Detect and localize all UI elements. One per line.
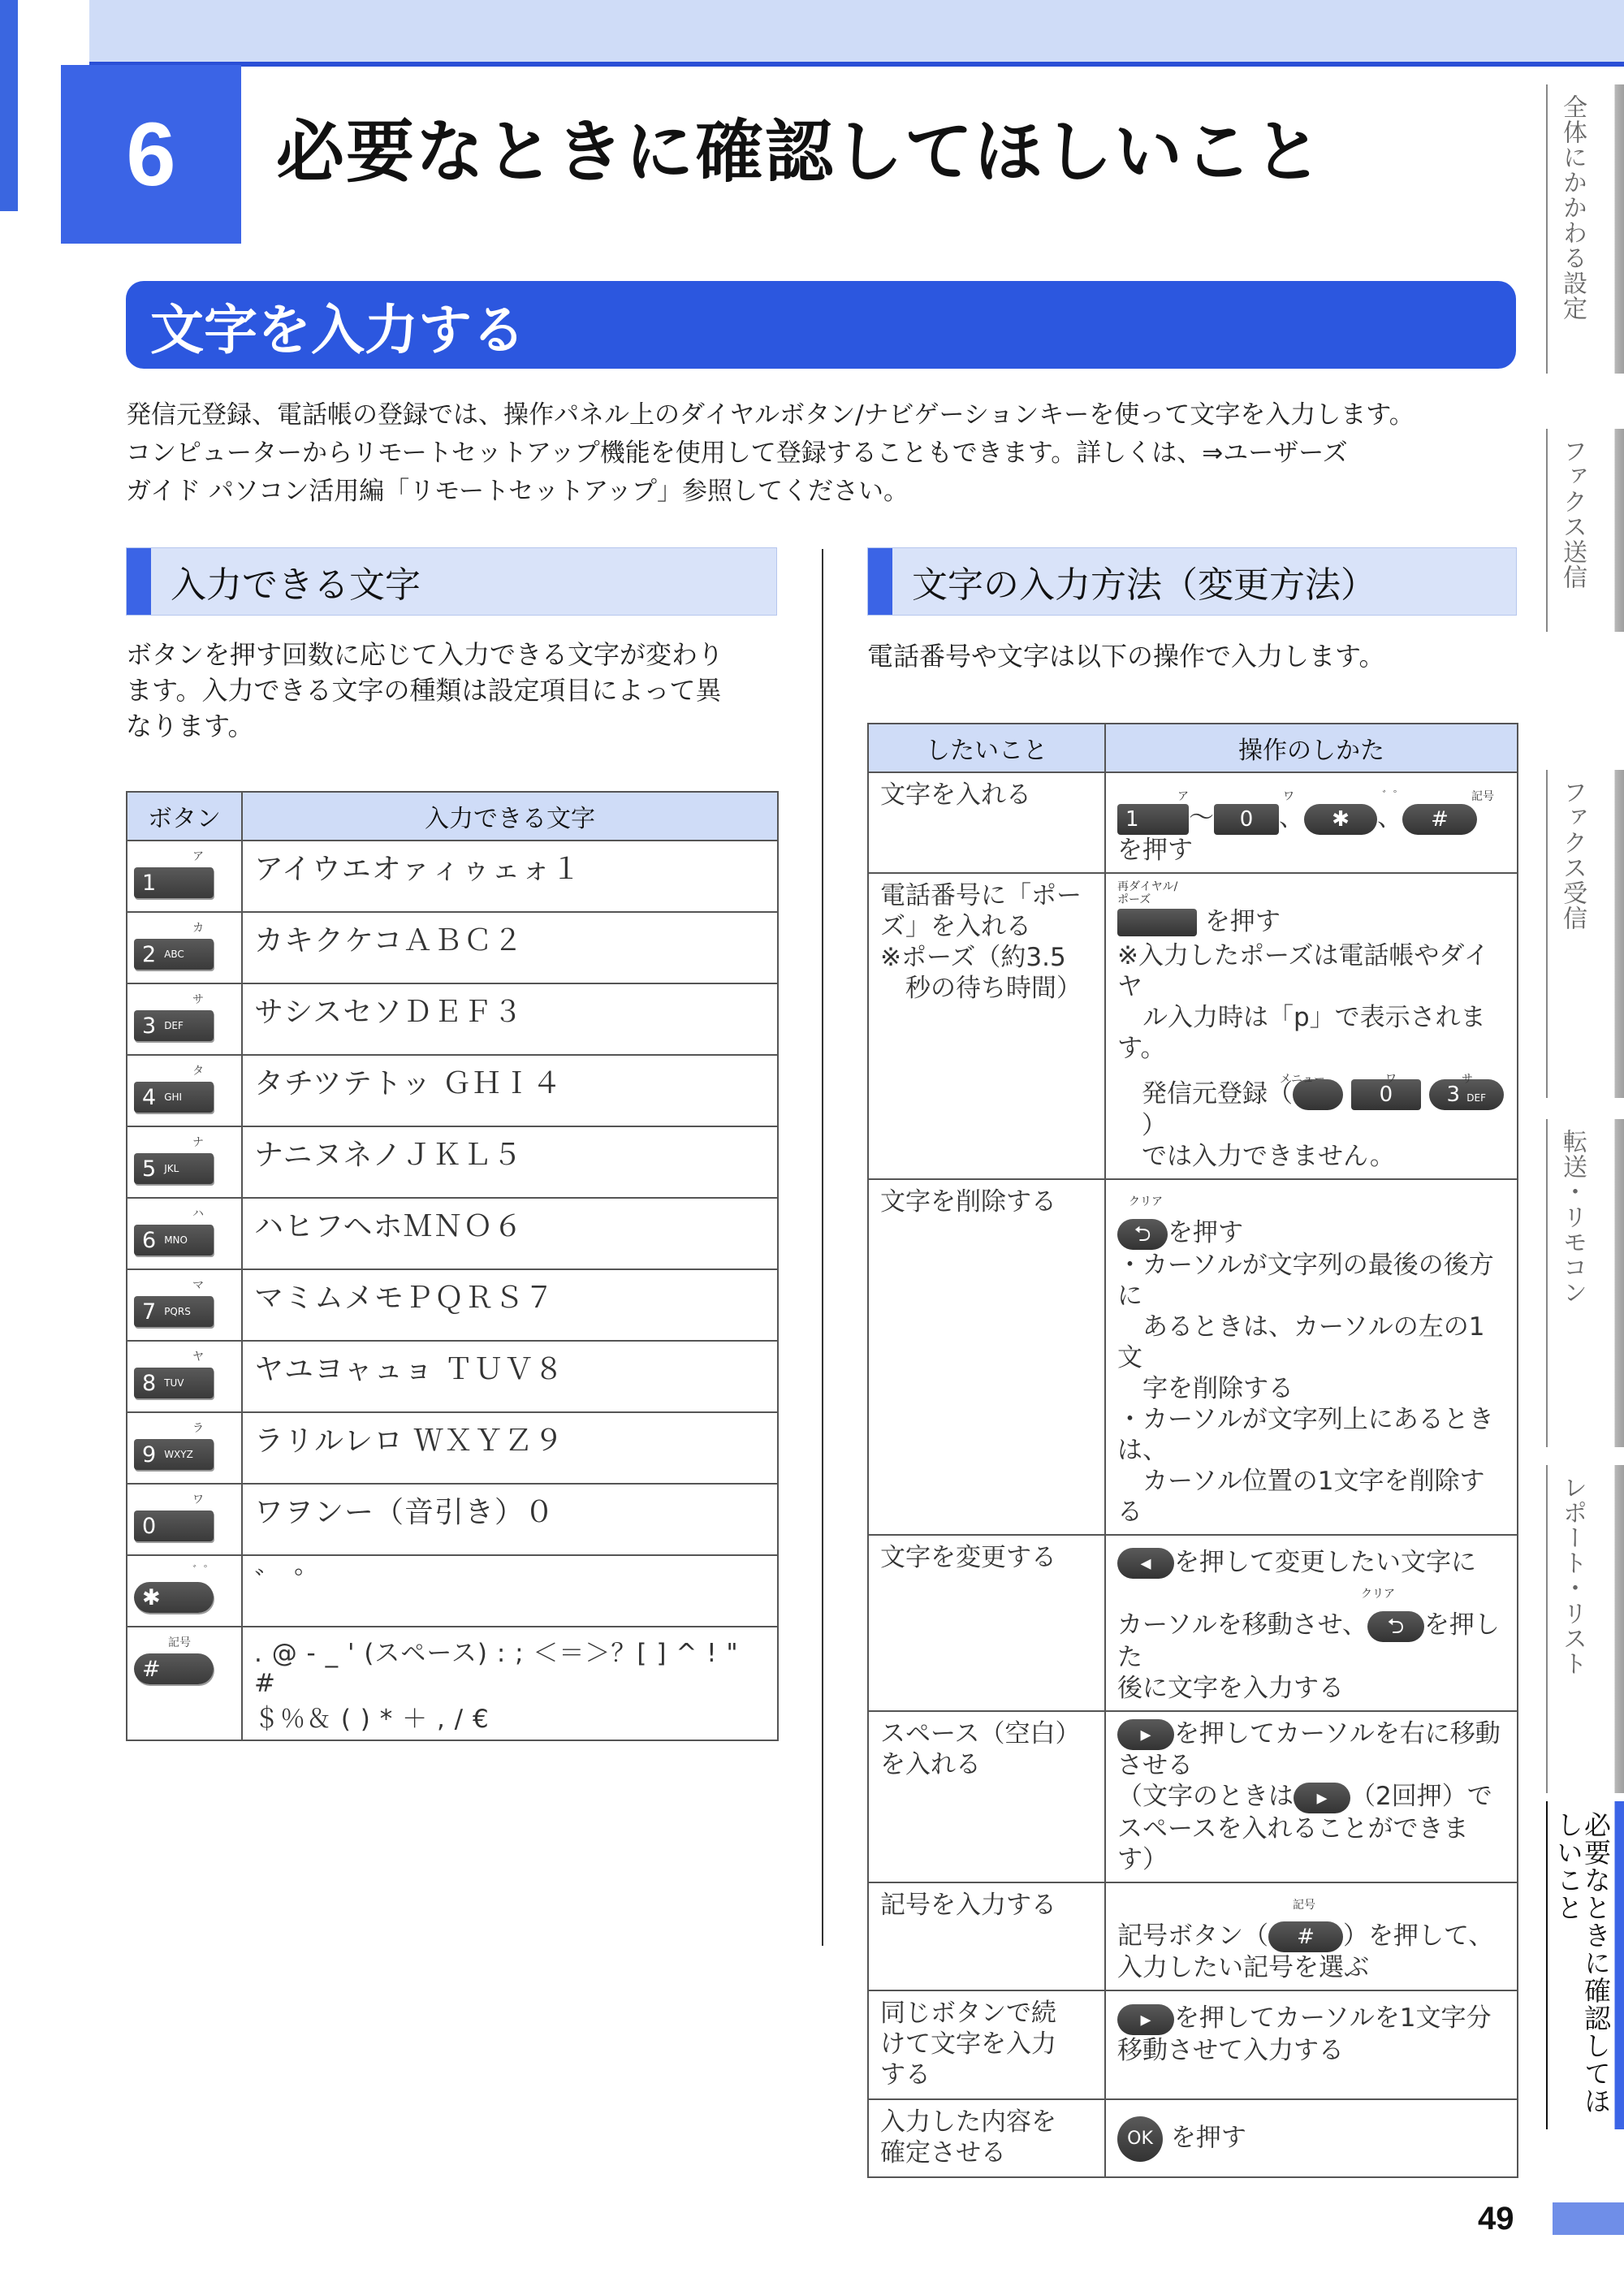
key-cell xyxy=(127,1555,242,1627)
operation-text: ） xyxy=(1142,1111,1167,1140)
operation-text: を押して変更したい文字に xyxy=(1174,1547,1476,1577)
dial-key-star-button[interactable] xyxy=(134,1582,214,1613)
tab-general-settings[interactable] xyxy=(1546,84,1624,374)
char-table xyxy=(126,791,779,1741)
left-arrow-button[interactable]: ◂ xyxy=(1117,1548,1174,1579)
chars-line: ＄％＆ ( ) * ＋ , / € xyxy=(254,1705,490,1734)
input-chars xyxy=(242,1627,778,1740)
input-chars xyxy=(242,841,778,912)
tab-fax-receive[interactable] xyxy=(1546,770,1624,1098)
col-header: したいこと xyxy=(868,724,1105,772)
chars-line: . @ - _ ' (スペース) : ; ＜＝＞？[ ] ^ ! " # xyxy=(254,1639,739,1698)
action-line: ※ポーズ（約3.5 xyxy=(880,942,1066,972)
separator: 、 xyxy=(1377,803,1402,832)
tab-label: 全体にかかわる設定 xyxy=(1558,94,1587,321)
right-heading xyxy=(867,547,1517,616)
action-line: 確定させる xyxy=(880,2138,1006,2168)
key-cell xyxy=(127,912,242,983)
caption: メニュー xyxy=(1280,1072,1325,1086)
action-line: する xyxy=(880,2060,931,2090)
desc-line: ボタンを押す回数に応じて入力できる文字が変わり xyxy=(126,639,724,670)
key-caption: ヤ xyxy=(192,1351,204,1364)
row-action xyxy=(868,1990,1105,2099)
operation-text: 後に文字を入力する xyxy=(1117,1673,1344,1703)
input-chars xyxy=(242,912,778,983)
desc-line: ます。入力できる文字の種類は設定項目によって異 xyxy=(126,675,722,706)
caption: ゛゜ xyxy=(1382,790,1405,803)
key-caption: タ xyxy=(192,1065,204,1078)
chars-line: ワヲンー（音引き）０ xyxy=(254,1496,555,1529)
table-row xyxy=(868,873,1518,1180)
key-cell xyxy=(127,841,242,912)
operation-text: を押す xyxy=(1117,835,1193,865)
dial-key-5-button[interactable] xyxy=(134,1153,214,1184)
key-sublabel: PQRS xyxy=(164,1306,191,1317)
col-header: 入力できる文字 xyxy=(242,792,778,841)
table-row xyxy=(127,1269,778,1341)
row-operation xyxy=(1105,873,1518,1180)
key-sublabel: JKL xyxy=(164,1163,179,1174)
key-hash-button[interactable]: # xyxy=(1402,804,1477,835)
key-label: 0 xyxy=(142,1513,157,1539)
action-line: ズ」を入れる xyxy=(880,911,1031,941)
separator: 、 xyxy=(1279,803,1304,832)
key-label: 9 xyxy=(142,1441,157,1467)
key-caption: ハ xyxy=(192,1208,204,1221)
action-line: 入力した内容を xyxy=(880,2107,1056,2137)
right-arrow-button[interactable]: ▸ xyxy=(1294,1783,1350,1813)
section-title: 文字を入力する xyxy=(126,281,1516,369)
chars-line: ヤユヨャュョ ＴＵＶ８ xyxy=(254,1353,564,1386)
dial-key-9-button[interactable] xyxy=(134,1439,214,1470)
bullet-line: あるときは、カーソルの左の1文 xyxy=(1117,1312,1485,1372)
row-action: 文字を削除する xyxy=(868,1179,1105,1535)
key-caption: ゛゜ xyxy=(192,1565,215,1578)
key-label: 6 xyxy=(142,1227,157,1253)
key-star-button[interactable]: ✱ xyxy=(1304,804,1377,835)
intro-line: コンピューターからリモートセットアップ機能を使用して登録することもできます。詳しくは、⇒ユーザーズ xyxy=(126,439,1348,468)
operation-text: を押してカーソルを右に移動 xyxy=(1174,1718,1501,1748)
row-action: 文字を変更する xyxy=(868,1535,1105,1711)
dial-key-hash-button[interactable] xyxy=(134,1653,214,1684)
key-sublabel: DEF xyxy=(1466,1092,1486,1104)
method-table xyxy=(867,723,1518,2178)
ok-button[interactable]: OK xyxy=(1117,2116,1163,2162)
action-line: を入れる xyxy=(880,1749,981,1779)
tab-label: ファクス受信 xyxy=(1558,780,1587,931)
operation-text: を押す xyxy=(1168,1218,1243,1247)
chapter-title: 必要なときに確認してほしいこと xyxy=(276,112,1324,192)
input-chars xyxy=(242,1198,778,1269)
key-label: 3 xyxy=(142,1013,157,1039)
caption: ワ xyxy=(1385,1072,1397,1086)
chars-line: ナニヌネノＪＫＬ５ xyxy=(254,1139,523,1172)
note-line: ※入力したポーズは電話帳やダイヤ xyxy=(1117,940,1489,1001)
operation-text: 入力したい記号を選ぶ xyxy=(1117,1953,1369,1982)
operation-text: カーソルを移動させ、 xyxy=(1117,1610,1367,1640)
page-number-bar xyxy=(1553,2202,1624,2235)
dial-key-2-button[interactable] xyxy=(134,939,214,970)
key-cell xyxy=(127,1126,242,1198)
key-sublabel: WXYZ xyxy=(164,1449,193,1460)
input-chars xyxy=(242,1126,778,1198)
tab-label: 必要なときに確認してほしいこと xyxy=(1553,1811,1612,2115)
chars-line: カキクケコＡＢＣ２ xyxy=(254,924,524,957)
key-label: 5 xyxy=(142,1156,157,1182)
row-action xyxy=(868,2099,1105,2177)
key-caption: カ xyxy=(192,922,204,935)
key-label: 8 xyxy=(142,1370,157,1396)
action-line: 秒の待ち時間） xyxy=(880,973,1082,1003)
dial-key-6-button[interactable] xyxy=(134,1225,214,1256)
tab-fax-send[interactable] xyxy=(1546,429,1624,632)
table-row xyxy=(127,983,778,1055)
input-chars xyxy=(242,1484,778,1555)
operation-text: を押す xyxy=(1204,906,1281,936)
key-label: 3 xyxy=(1446,1083,1460,1107)
operation-text: 記号ボタン（ xyxy=(1117,1921,1268,1951)
key-caption: サ xyxy=(192,993,204,1006)
caption: ワ xyxy=(1283,790,1294,803)
input-chars xyxy=(242,1555,778,1627)
chars-line: ラリルレロ ＷＸＹＺ９ xyxy=(254,1424,564,1458)
input-chars xyxy=(242,983,778,1055)
table-row xyxy=(868,1990,1518,2099)
key-cell xyxy=(127,1412,242,1484)
action-line: 電話番号に「ポー xyxy=(880,880,1082,910)
table-row xyxy=(127,1484,778,1555)
left-description xyxy=(126,637,792,744)
input-chars xyxy=(242,1341,778,1412)
action-line: 同じボタンで続 xyxy=(880,1999,1056,2028)
redial-pause-button[interactable] xyxy=(1117,909,1197,936)
table-header-row xyxy=(868,724,1518,772)
key-cell xyxy=(127,983,242,1055)
dial-key-1-button[interactable] xyxy=(134,867,214,898)
dial-key-3-button[interactable] xyxy=(134,1010,214,1041)
tab-label: ファクス送信 xyxy=(1558,439,1587,590)
action-line: スペース（空白） xyxy=(880,1718,1081,1748)
key-1-button[interactable]: 1 xyxy=(1117,804,1189,835)
table-row xyxy=(868,1179,1518,1535)
key-cell xyxy=(127,1341,242,1412)
chars-line: タチツテトッ ＧＨＩ４ xyxy=(254,1067,563,1100)
dial-key-4-button[interactable] xyxy=(134,1082,214,1113)
row-action xyxy=(868,873,1105,1180)
row-operation xyxy=(1105,1990,1518,2099)
operation-text: （文字のときは xyxy=(1117,1782,1294,1811)
left-heading-text: 入力できる文字 xyxy=(171,564,421,606)
clear-button[interactable]: ⮌ xyxy=(1117,1219,1168,1250)
key-caption: ワ xyxy=(192,1493,204,1506)
caption: ア xyxy=(1177,790,1189,803)
caption: 記号 xyxy=(1471,790,1494,803)
chars-line: ゛ ゜ xyxy=(254,1567,325,1601)
header-left-bar xyxy=(0,0,18,211)
chars-line: ハヒフヘホＭＮＯ６ xyxy=(254,1210,524,1243)
operation-text: させる xyxy=(1117,1751,1193,1780)
row-action: 記号を入力する xyxy=(868,1882,1105,1991)
row-operation xyxy=(1105,1711,1518,1882)
row-operation xyxy=(1105,1882,1518,1991)
right-arrow-button[interactable]: ▸ xyxy=(1117,1719,1174,1750)
bullet-line: カーソル位置の1文字を削除する xyxy=(1117,1466,1485,1527)
table-row xyxy=(127,1555,778,1627)
right-heading-text: 文字の入力方法（変更方法） xyxy=(912,564,1376,606)
header-band xyxy=(89,0,1624,67)
key-caption: ア xyxy=(192,850,204,863)
table-row xyxy=(127,1341,778,1412)
key-label: ✱ xyxy=(142,1584,161,1610)
key-sublabel: DEF xyxy=(164,1020,184,1031)
table-row xyxy=(127,1055,778,1126)
caption-row xyxy=(1117,780,1505,802)
row-action: 文字を入れる xyxy=(868,772,1105,873)
caption: クリア xyxy=(1361,1588,1395,1601)
key-cell xyxy=(127,1627,242,1740)
row-operation xyxy=(1105,1535,1518,1711)
chars-line: サシスセソＤＥＦ３ xyxy=(254,996,524,1029)
key-caption: ラ xyxy=(192,1422,204,1435)
tab-report-list[interactable] xyxy=(1546,1465,1624,1793)
input-chars xyxy=(242,1269,778,1341)
intro-line: 発信元登録、電話帳の登録では、操作パネル上のダイヤルボタン/ナビゲーションキーを使って文字を入力します。 xyxy=(126,400,1415,430)
bullet-line: 字を削除する xyxy=(1117,1373,1294,1403)
row-operation xyxy=(1105,2099,1518,2177)
operation-text: スペースを入れることができます） xyxy=(1117,1813,1469,1874)
left-heading xyxy=(126,547,777,616)
bullet-line: ・カーソルが文字列の最後の後方に xyxy=(1117,1250,1494,1311)
table-row xyxy=(127,1412,778,1484)
row-operation xyxy=(1105,772,1518,873)
chars-line: マミムメモＰＱＲＳ７ xyxy=(254,1281,555,1315)
key-cell xyxy=(127,1198,242,1269)
caption: クリア xyxy=(1129,1195,1163,1208)
table-row xyxy=(127,1126,778,1198)
key-hash-button[interactable]: # xyxy=(1268,1921,1343,1952)
tab-troubleshooting[interactable] xyxy=(1546,1801,1624,2129)
right-arrow-button[interactable]: ▸ xyxy=(1117,2004,1174,2035)
operation-text: を押した xyxy=(1117,1610,1500,1672)
operation-text: 移動させて入力する xyxy=(1117,2035,1344,2065)
table-row xyxy=(868,1882,1518,1991)
key-0-button[interactable]: 0 xyxy=(1351,1079,1421,1110)
table-row xyxy=(127,912,778,983)
key-cell xyxy=(127,1484,242,1555)
right-description: 電話番号や文字は以下の操作で入力します。 xyxy=(867,641,1385,672)
tab-label: 転送・リモコン xyxy=(1558,1129,1587,1305)
caption: 記号 xyxy=(1293,1898,1315,1912)
key-sublabel: MNO xyxy=(164,1234,188,1246)
clear-button[interactable]: ⮌ xyxy=(1367,1611,1424,1642)
operation-text: 発信元登録（ xyxy=(1142,1078,1293,1109)
key-label: 2 xyxy=(142,941,157,967)
row-action xyxy=(868,1711,1105,1882)
section-intro xyxy=(126,396,1522,511)
key-cell xyxy=(127,1055,242,1126)
caption-row xyxy=(1117,1064,1505,1086)
key-cell xyxy=(127,1269,242,1341)
key-label: # xyxy=(142,1656,161,1682)
key-label: 7 xyxy=(142,1299,157,1325)
dial-key-8-button[interactable] xyxy=(134,1368,214,1398)
key-0-button[interactable]: 0 xyxy=(1214,804,1279,835)
table-row xyxy=(868,2099,1518,2177)
table-row xyxy=(127,841,778,912)
key-caption: 記号 xyxy=(168,1636,191,1649)
intro-line: ガイド パソコン活用編「リモートセットアップ」参照してください。 xyxy=(126,477,909,506)
operation-text: を押す xyxy=(1170,2123,1246,2153)
input-chars xyxy=(242,1055,778,1126)
tab-forward-remote[interactable] xyxy=(1546,1119,1624,1447)
table-row xyxy=(868,1535,1518,1711)
key-sequence xyxy=(1117,802,1505,835)
operation-text: では入力できません。 xyxy=(1142,1142,1395,1171)
table-row xyxy=(127,1198,778,1269)
action-line: けて文字を入力 xyxy=(880,2029,1056,2059)
dial-key-7-button[interactable] xyxy=(134,1296,214,1327)
key-sublabel: ABC xyxy=(164,949,184,960)
col-header: 操作のしかた xyxy=(1105,724,1518,772)
bullet-line: ・カーソルが文字列上にあるときは、 xyxy=(1117,1404,1494,1465)
key-label: 4 xyxy=(142,1084,157,1110)
note-line: ル入力時は「p」で表示されます。 xyxy=(1117,1002,1486,1063)
tab-label: レポート・リスト xyxy=(1558,1475,1587,1676)
operation-text: を押してカーソルを1文字分 xyxy=(1174,2003,1492,2033)
tilde: ～ xyxy=(1189,803,1214,832)
key-caption: ナ xyxy=(192,1136,204,1149)
col-header: ボタン xyxy=(127,792,242,841)
chapter-number: 6 xyxy=(61,65,241,244)
dial-key-0-button[interactable] xyxy=(134,1511,214,1541)
column-divider xyxy=(822,549,823,1946)
chars-line: アイウエオァィゥェォ１ xyxy=(254,853,582,886)
table-row xyxy=(868,772,1518,873)
key-sublabel: GHI xyxy=(164,1091,183,1103)
table-row xyxy=(868,1711,1518,1882)
table-row xyxy=(127,1627,778,1740)
key-label: 1 xyxy=(142,870,157,896)
table-header-row xyxy=(127,792,778,841)
caption: 再ダイヤル/ ポーズ xyxy=(1117,880,1178,906)
page-number: 49 xyxy=(1478,2201,1514,2237)
operation-text: ）を押して、 xyxy=(1343,1921,1494,1951)
caption: サ xyxy=(1462,1072,1473,1086)
operation-text: （2回押）で xyxy=(1350,1782,1492,1811)
input-chars xyxy=(242,1412,778,1484)
key-caption: マ xyxy=(192,1279,204,1292)
desc-line: なります。 xyxy=(126,711,254,741)
row-operation xyxy=(1105,1179,1518,1535)
key-sublabel: TUV xyxy=(164,1377,184,1389)
